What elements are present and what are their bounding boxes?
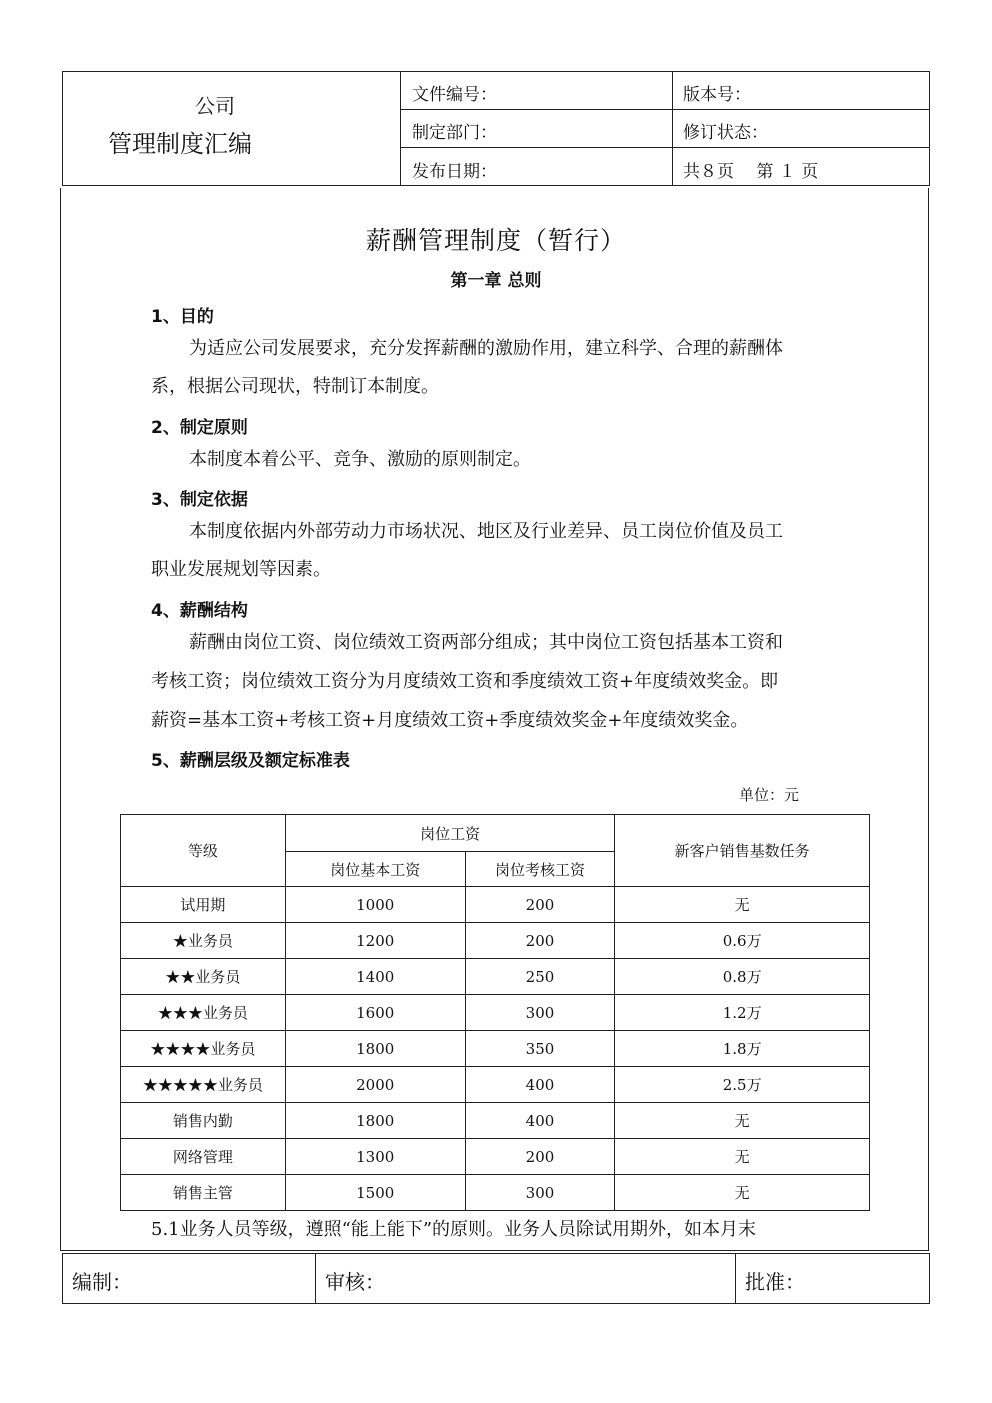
assess-cell: 300 (465, 1175, 615, 1211)
footer-bottom-border (62, 1303, 930, 1304)
basic-cell: 1800 (285, 1031, 465, 1067)
unit-label: 单位：元 (739, 786, 800, 804)
salary-standard-table (120, 814, 870, 1211)
chapter-heading: 第一章 总则 (450, 271, 542, 291)
basic-cell: 1500 (285, 1175, 465, 1211)
task-cell: 0.8万 (615, 959, 870, 995)
table-row (121, 1067, 870, 1103)
footer-right-border (929, 1253, 930, 1304)
assess-cell: 400 (465, 1067, 615, 1103)
grade-cell: ★★★★业务员 (121, 1031, 286, 1067)
grade-cell: 销售内勤 (121, 1103, 286, 1139)
assess-cell: 250 (465, 959, 615, 995)
assess-cell: 200 (465, 1139, 615, 1175)
footer-divider-2 (735, 1253, 736, 1304)
assess-cell: 350 (465, 1031, 615, 1067)
document-title: 薪酬管理制度（暂行） (365, 226, 626, 255)
header-divider-2 (672, 71, 673, 185)
section-5-1-line-1: 5.1业务人员等级，遵照“能上能下”的原则。业务人员除试用期外，如本月末 (151, 1219, 757, 1240)
task-cell: 0.6万 (615, 923, 870, 959)
table-row (121, 959, 870, 995)
publish-date-label: 发布日期： (412, 162, 497, 182)
section-3-heading: 3、制定依据 (151, 490, 248, 510)
header-row-line-1 (400, 109, 930, 110)
grade-cell: ★★★业务员 (121, 995, 286, 1031)
col-grade-header: 等级 (121, 815, 286, 887)
basic-cell: 2000 (285, 1067, 465, 1103)
assess-cell: 300 (465, 995, 615, 1031)
basic-cell: 1300 (285, 1139, 465, 1175)
body-bottom-border (60, 1250, 929, 1251)
table-row (121, 1175, 870, 1211)
section-3-line-2: 职业发展规划等因素。 (151, 559, 331, 580)
footer-top-border (62, 1253, 930, 1254)
task-cell: 无 (615, 887, 870, 923)
editor-label: 编制： (72, 1270, 132, 1294)
section-4-line-3: 薪资=基本工资+考核工资+月度绩效工资+季度绩效奖金+年度绩效奖金。 (151, 710, 749, 731)
basic-cell: 1800 (285, 1103, 465, 1139)
section-2-heading: 2、制定原则 (151, 418, 248, 438)
doc-number-label: 文件编号： (412, 85, 497, 105)
department-label: 制定部门： (412, 123, 497, 143)
grade-cell: ★★★★★业务员 (121, 1067, 286, 1103)
grade-cell: 试用期 (121, 887, 286, 923)
basic-cell: 1400 (285, 959, 465, 995)
grade-cell: 网络管理 (121, 1139, 286, 1175)
grade-cell: ★★业务员 (121, 959, 286, 995)
section-3-line-1: 本制度依据内外部劳动力市场状况、地区及行业差异、员工岗位价值及员工 (189, 521, 783, 542)
compilation-title: 管理制度汇编 (108, 130, 252, 158)
footer-left-border (62, 1253, 63, 1304)
reviewer-label: 审核： (325, 1270, 385, 1294)
section-5-heading: 5、薪酬层级及额定标准表 (151, 751, 350, 771)
task-cell: 2.5万 (615, 1067, 870, 1103)
revision-label: 修订状态： (683, 123, 768, 143)
header-top-border (62, 71, 930, 72)
col-assess-header: 岗位考核工资 (465, 852, 615, 887)
table-row (121, 923, 870, 959)
version-label: 版本号： (683, 85, 751, 105)
section-4-line-2: 考核工资；岗位绩效工资分为月度绩效工资和季度绩效工资+年度绩效奖金。即 (151, 671, 779, 692)
table-row (121, 1103, 870, 1139)
table-row (121, 995, 870, 1031)
task-cell: 无 (615, 1139, 870, 1175)
grade-cell: ★业务员 (121, 923, 286, 959)
table-row (121, 1139, 870, 1175)
basic-cell: 1600 (285, 995, 465, 1031)
assess-cell: 400 (465, 1103, 615, 1139)
section-1-line-2: 系，根据公司现状，特制订本制度。 (151, 376, 439, 397)
section-4-heading: 4、薪酬结构 (151, 601, 248, 621)
grade-cell: 销售主管 (121, 1175, 286, 1211)
assess-cell: 200 (465, 923, 615, 959)
header-row-line-2 (400, 147, 930, 148)
company-name: 公司 (195, 94, 235, 118)
section-2-line-1: 本制度本着公平、竞争、激励的原则制定。 (189, 449, 531, 470)
page-counter: 共８页 第 １ 页 (683, 162, 819, 182)
section-1-heading: 1、目的 (151, 307, 214, 327)
body-left-border (60, 188, 61, 1251)
header-left-border (62, 71, 63, 185)
section-4-line-1: 薪酬由岗位工资、岗位绩效工资两部分组成；其中岗位工资包括基本工资和 (189, 632, 783, 653)
header-divider-1 (400, 71, 401, 185)
task-cell: 无 (615, 1103, 870, 1139)
section-1-line-1: 为适应公司发展要求，充分发挥薪酬的激励作用，建立科学、合理的薪酬体 (189, 338, 783, 359)
body-right-border (928, 188, 929, 1251)
col-task-header: 新客户销售基数任务 (615, 815, 870, 887)
basic-cell: 1200 (285, 923, 465, 959)
approver-label: 批准： (745, 1270, 805, 1294)
header-bottom-border (62, 185, 930, 186)
col-basic-header: 岗位基本工资 (285, 852, 465, 887)
assess-cell: 200 (465, 887, 615, 923)
task-cell: 无 (615, 1175, 870, 1211)
basic-cell: 1000 (285, 887, 465, 923)
footer-divider-1 (315, 1253, 316, 1304)
col-post-salary-header: 岗位工资 (285, 815, 615, 852)
task-cell: 1.8万 (615, 1031, 870, 1067)
table-row (121, 887, 870, 923)
task-cell: 1.2万 (615, 995, 870, 1031)
header-right-border (929, 71, 930, 185)
table-row (121, 1031, 870, 1067)
